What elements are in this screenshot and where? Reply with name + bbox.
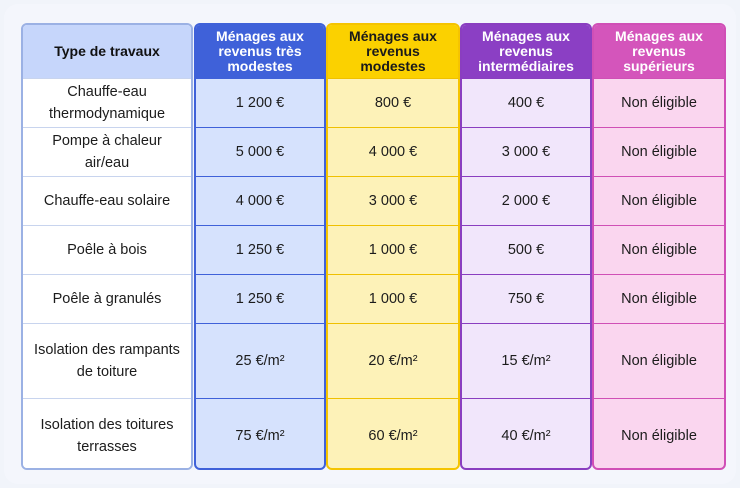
table-cell-amount: Non éligible bbox=[594, 398, 724, 470]
table-cell-amount: 20 €/m² bbox=[328, 323, 458, 398]
column-header: Ménages aux revenus supérieurs bbox=[594, 25, 724, 78]
table-cell-amount: 3 000 € bbox=[328, 176, 458, 225]
table-cell-amount: 2 000 € bbox=[462, 176, 590, 225]
table-cell-work-type: Poêle à bois bbox=[23, 225, 191, 274]
table-cell-amount: Non éligible bbox=[594, 225, 724, 274]
table-cell-amount: 500 € bbox=[462, 225, 590, 274]
table-cell-amount: 750 € bbox=[462, 274, 590, 323]
table-cell-amount: 400 € bbox=[462, 78, 590, 127]
table-cell-amount: 25 €/m² bbox=[196, 323, 324, 398]
column-header: Ménages aux revenus intermédiaires bbox=[462, 25, 590, 78]
table-cell-amount: 40 €/m² bbox=[462, 398, 590, 470]
table-cell-amount: Non éligible bbox=[594, 274, 724, 323]
table-cell-amount: Non éligible bbox=[594, 176, 724, 225]
table-cell-amount: 1 000 € bbox=[328, 225, 458, 274]
table-cell-work-type: Isolation des rampants de toiture bbox=[23, 323, 191, 398]
table-cell-work-type: Poêle à granulés bbox=[23, 274, 191, 323]
table-cell-amount: 1 250 € bbox=[196, 274, 324, 323]
column-header: Type de travaux bbox=[23, 25, 191, 78]
table-cell-work-type: Chauffe-eau solaire bbox=[23, 176, 191, 225]
table-card bbox=[4, 4, 736, 484]
table-cell-amount: Non éligible bbox=[594, 127, 724, 176]
column-type-de-travaux bbox=[21, 23, 193, 470]
table-cell-amount: 1 250 € bbox=[196, 225, 324, 274]
table-cell-amount: 1 000 € bbox=[328, 274, 458, 323]
table-cell-amount: 1 200 € bbox=[196, 78, 324, 127]
column-revenus-superieurs bbox=[592, 23, 726, 470]
table-cell-amount: Non éligible bbox=[594, 78, 724, 127]
column-header: Ménages aux revenus modestes bbox=[328, 25, 458, 78]
table-cell-amount: 15 €/m² bbox=[462, 323, 590, 398]
table-cell-amount: 60 €/m² bbox=[328, 398, 458, 470]
table-cell-amount: 4 000 € bbox=[328, 127, 458, 176]
table-cell-amount: 4 000 € bbox=[196, 176, 324, 225]
table-cell-amount: 75 €/m² bbox=[196, 398, 324, 470]
column-header: Ménages aux revenus très modestes bbox=[196, 25, 324, 78]
column-revenus-tres-modestes bbox=[194, 23, 326, 470]
table-cell-work-type: Pompe à chaleur air/eau bbox=[23, 127, 191, 176]
table-cell-amount: 3 000 € bbox=[462, 127, 590, 176]
table-cell-amount: Non éligible bbox=[594, 323, 724, 398]
table-cell-amount: 800 € bbox=[328, 78, 458, 127]
column-revenus-modestes bbox=[326, 23, 460, 470]
table-cell-work-type: Isolation des toitures terrasses bbox=[23, 398, 191, 470]
table-cell-amount: 5 000 € bbox=[196, 127, 324, 176]
table-cell-work-type: Chauffe-eau thermodynamique bbox=[23, 78, 191, 127]
column-revenus-intermediaires bbox=[460, 23, 592, 470]
